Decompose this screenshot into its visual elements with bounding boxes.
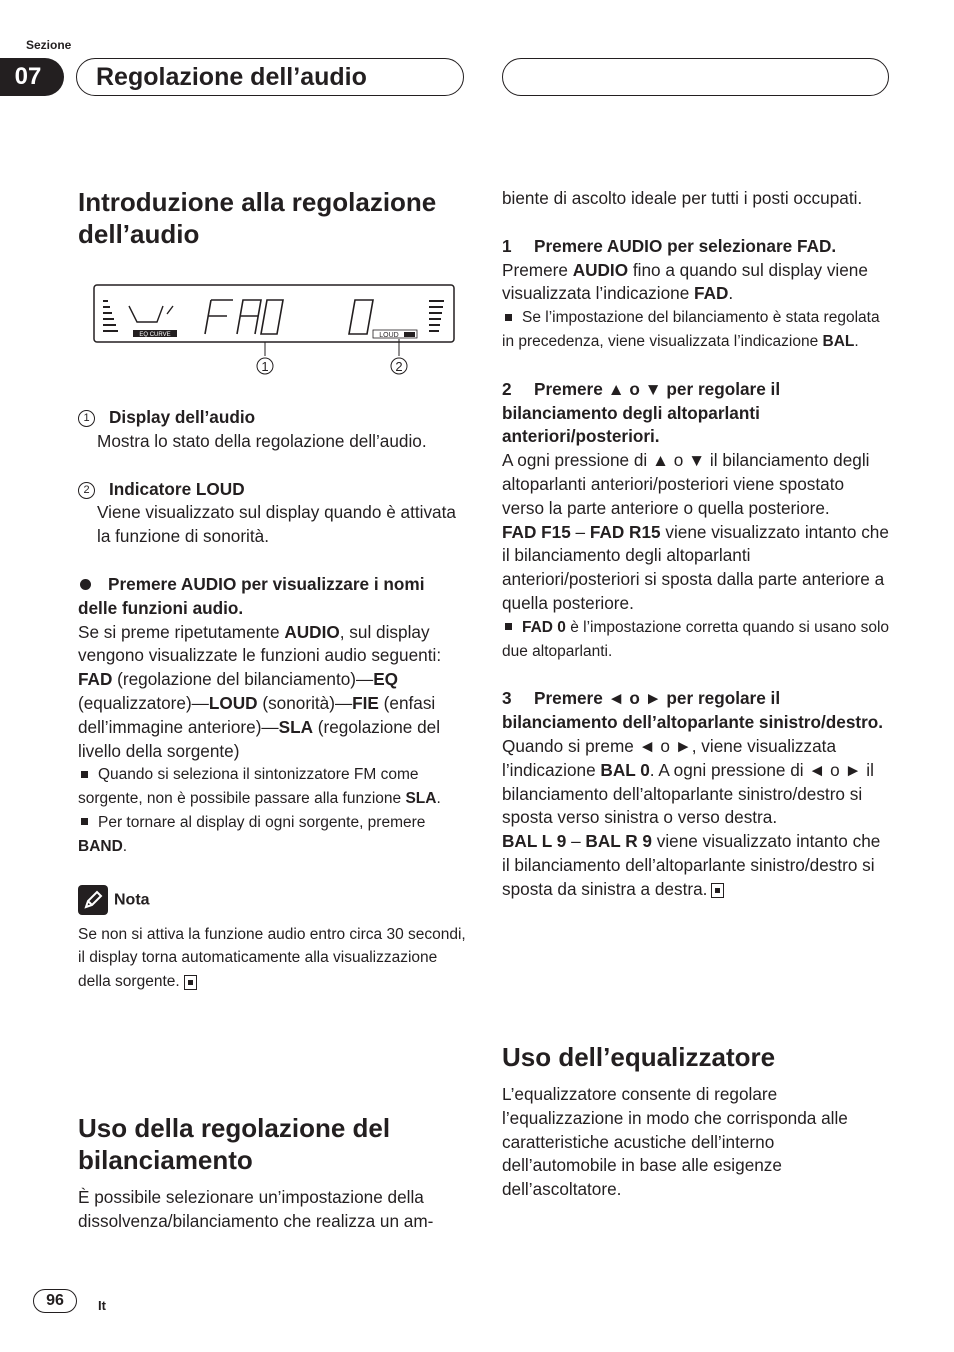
right-column <box>502 187 890 902</box>
step-2-body: A ogni pressione di ▲ o ▼ il bilanciamento degli altoparlanti anteriori/posteriori viene spostato verso la parte anteriore o quella posteriore. <box>502 450 870 518</box>
step-2-note: FAD 0 è l’impostazione corretta quando si usano solo due altoparlanti. <box>502 618 890 660</box>
page-number: 96 <box>33 1289 77 1313</box>
loud-indicator-mark <box>404 332 415 337</box>
functions-intro: Se si preme ripetutamente AUDIO, sul display vengono visualizzate le funzioni audio seguenti: <box>78 621 442 666</box>
callout-number-2: 2 <box>395 359 403 374</box>
empty-header-frame <box>502 58 889 96</box>
end-mark-icon <box>711 883 724 898</box>
bullet-dot-icon <box>80 579 91 590</box>
note-square-icon <box>81 818 88 825</box>
callout-number-1: 1 <box>261 359 269 374</box>
step-3-range: BAL L 9 – BAL R 9 viene visualizzato intanto che il bilanciamento dell’altoparlante sinistro/destro si sposta da sinistra a destra. <box>502 831 881 899</box>
item-2-title: 2 Indicatore LOUD <box>78 478 466 502</box>
left-column-body <box>78 406 466 994</box>
equalizer-section <box>502 1041 890 1202</box>
item-1-title: 1 Display dell’audio <box>78 406 466 430</box>
step-3-title: 3 Premere ◄ o ► per regolare il bilanciamento dell’altoparlante sinistro/destro. <box>502 688 884 733</box>
pencil-note-icon <box>78 885 108 915</box>
nota-body: Se non si attiva la funzione audio entro circa 30 secondi, il display torna automaticamente alla visualizzazione della sorgente. <box>78 925 466 991</box>
equalizer-heading: Uso dell’equalizzatore <box>502 1042 776 1072</box>
audio-display-illustration <box>93 284 455 387</box>
eq-curve-label: EQ CURVE <box>139 332 171 338</box>
item-2-marker: 2 <box>78 482 95 499</box>
balance-body-continued: biente di ascolto ideale per tutti i posti occupati. <box>502 188 863 208</box>
loud-indicator-label: LOUD <box>379 332 399 339</box>
step-1-note: Se l’impostazione del bilanciamento è stata regolata in precedenza, viene visualizzata l’indicazione BAL. <box>502 309 880 350</box>
note-square-icon <box>81 771 88 778</box>
section-label: Sezione <box>26 38 72 52</box>
equalizer-body: L’equalizzatore consente di regolare l’equalizzazione in modo che corrisponda alle caratteristiche acustiche dell’interno dell’automobile in base alle esigenze dell’ascoltatore. <box>502 1084 848 1200</box>
step-3-body: Quando si preme ◄ o ►, viene visualizzata l’indicazione BAL 0. A ogni pressione di ◄ o ► il bilanciamento dell’altoparlante sinistro/destro si sposta verso sinistra o verso destra. <box>502 735 874 828</box>
section-number-badge: 07 <box>0 58 64 96</box>
note-square-icon <box>505 314 512 321</box>
note-square-icon <box>505 623 512 630</box>
balance-body: È possibile selezionare un’impostazione della dissolvenza/bilanciamento che realizza un am- <box>78 1187 434 1231</box>
section-title: Regolazione dell’audio <box>96 63 367 91</box>
item-1-marker: 1 <box>78 410 95 427</box>
balance-heading: Uso della regolazione del bilanciamento <box>78 1113 391 1175</box>
intro-heading: Introduzione alla regolazione dell’audio <box>78 187 437 249</box>
functions-list: FAD (regolazione del bilanciamento)—EQ (equalizzatore)—LOUD (sonorità)—FIE (enfasi dell’immagine anteriore)—SLA (regolazione del livello della sorgente) <box>78 669 441 761</box>
balance-section <box>78 1112 466 1234</box>
step-2-title: 2 Premere ▲ o ▼ per regolare il bilanciamento degli altoparlanti anteriori/posteriori. <box>502 378 781 447</box>
language-code: It <box>98 1298 106 1313</box>
step-1-body: Premere AUDIO fino a quando sul display viene visualizzata l’indicazione FAD. <box>502 259 868 304</box>
left-column <box>78 186 466 250</box>
item-1-body: Mostra lo stato della regolazione dell’audio. <box>97 430 427 451</box>
end-mark-icon <box>184 975 197 990</box>
note-fm-tuner: Quando si seleziona il sintonizzatore FM come sorgente, non è possibile passare alla funzione SLA. <box>78 766 441 808</box>
step-2-range: FAD F15 – FAD R15 viene visualizzato intanto che il bilanciamento degli altoparlanti anteriori/posteriori si sposta dalla parte anteriore a quella posteriore. <box>502 521 889 613</box>
bullet-instruction: Premere AUDIO per visualizzare i nomi delle funzioni audio. <box>78 573 425 618</box>
nota-heading: Nota <box>78 885 466 915</box>
step-1-title: 1 Premere AUDIO per selezionare FAD. <box>502 235 837 256</box>
note-band: Per tornare al display di ogni sorgente, premere BAND. <box>78 813 426 855</box>
lcd-display-svg <box>93 284 455 382</box>
item-2-body: Viene visualizzato sul display quando è attivata la funzione di sonorità. <box>97 502 456 547</box>
